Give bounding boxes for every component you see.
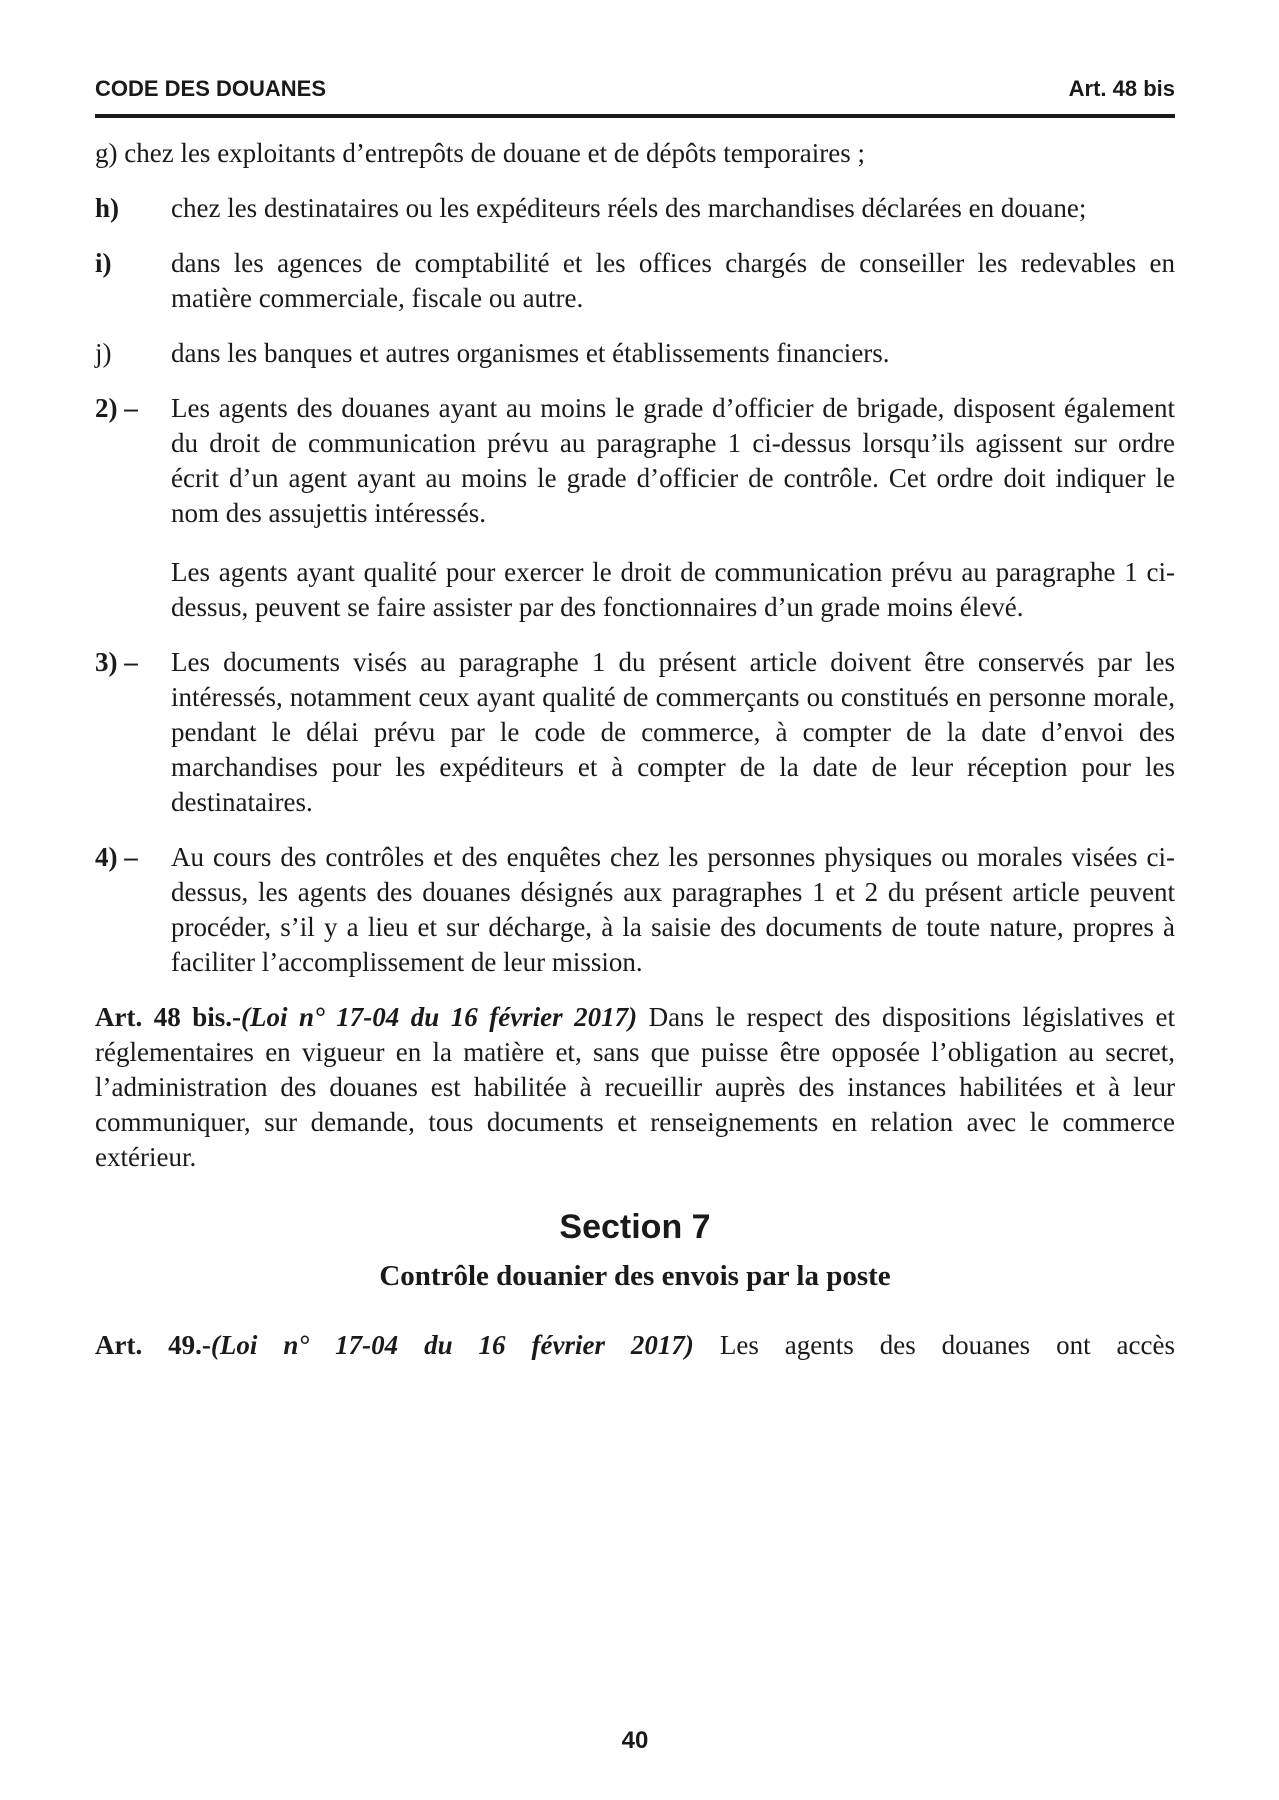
- article-heading: Art. 48 bis.-: [95, 1002, 241, 1032]
- item-text: dans les agences de comptabilité et les offices chargés de conseiller les redevables en matière commerciale, fiscale ou autre.: [171, 248, 1175, 313]
- list-item-h: [95, 191, 1175, 226]
- item-text: dans les banques et autres organismes et établissements financiers.: [171, 338, 890, 368]
- header-rule: [95, 114, 1175, 118]
- page-number: 40: [621, 1727, 649, 1754]
- paragraph-label: 4) –: [95, 842, 138, 872]
- item-text: chez les exploitants d’entrepôts de douane et de dépôts temporaires ;: [124, 138, 865, 168]
- paragraph-label: 3) –: [95, 647, 138, 677]
- running-header: [95, 76, 1175, 116]
- paragraph-2: [95, 391, 1175, 531]
- paragraph-4: [95, 840, 1175, 980]
- item-label: i): [95, 248, 112, 278]
- law-reference: (Loi n° 17-04 du 16 février 2017): [210, 1330, 694, 1360]
- list-item-g: [95, 136, 1175, 171]
- header-title: CODE DES DOUANES: [95, 76, 327, 101]
- paragraph-2-sub: Les agents ayant qualité pour exercer le droit de communication prévu au paragraphe 1 ci-dessus, peuvent se faire assister par des fonctionnaires d’un grade moins élevé.: [171, 557, 1175, 622]
- document-body: [95, 136, 1175, 1363]
- paragraph-label: 2) –: [95, 393, 138, 423]
- list-item-j: [95, 336, 1175, 371]
- item-label: h): [95, 193, 120, 223]
- article-text: Les agents des douanes ont accès: [693, 1330, 1175, 1360]
- article-heading: Art. 49.-: [95, 1330, 211, 1360]
- item-label: j): [95, 338, 112, 368]
- paragraph-3: [95, 645, 1175, 820]
- paragraph-text: Au cours des contrôles et des enquêtes chez les personnes physiques ou morales visées ci-dessus, les agents des douanes désignés aux paragraphes 1 et 2 du présent article peuvent procéder, s’il y a lieu et sur décharge, à la saisie des documents de toute nature, propres à faciliter l’accomplissement de leur mission.: [171, 842, 1175, 977]
- article-48-bis: [95, 1000, 1175, 1175]
- article-text: Dans le respect des dispositions législatives et réglementaires en vigueur en la matière et, sans que puisse être opposée l’obligation au secret, l’administration des douanes est habilitée à recueillir auprès des instances habilitées et à leur communiquer, sur demande, tous documents et renseignements en relation avec le commerce extérieur.: [95, 1002, 1175, 1172]
- law-reference: (Loi n° 17-04 du 16 février 2017): [240, 1002, 638, 1032]
- item-label: g): [95, 138, 118, 168]
- item-text: chez les destinataires ou les expéditeurs réels des marchandises déclarées en douane;: [171, 193, 1087, 223]
- paragraph-text: Les agents des douanes ayant au moins le grade d’officier de brigade, disposent également du droit de communication prévu au paragraphe 1 ci-dessus lorsqu’ils agissent sur ordre écrit d’un agent ayant au moins le grade d’officier de contrôle. Cet ordre doit indiquer le nom des assujettis intéressés.: [171, 393, 1175, 528]
- list-item-i: [95, 246, 1175, 316]
- paragraph-text: Les documents visés au paragraphe 1 du présent article doivent être conservés par les intéressés, notamment ceux ayant qualité de commerçants ou constitués en personne morale, pendant le délai prévu par le code de commerce, à compter de la date d’envoi des marchandises pour les expéditeurs et à compter de la date de leur réception pour les destinataires.: [171, 647, 1175, 817]
- section-title: Section 7: [559, 1208, 711, 1246]
- article-49: [95, 1328, 1175, 1363]
- section-subtitle: Contrôle douanier des envois par la poste: [379, 1260, 891, 1292]
- header-article-ref: Art. 48 bis: [1068, 76, 1175, 101]
